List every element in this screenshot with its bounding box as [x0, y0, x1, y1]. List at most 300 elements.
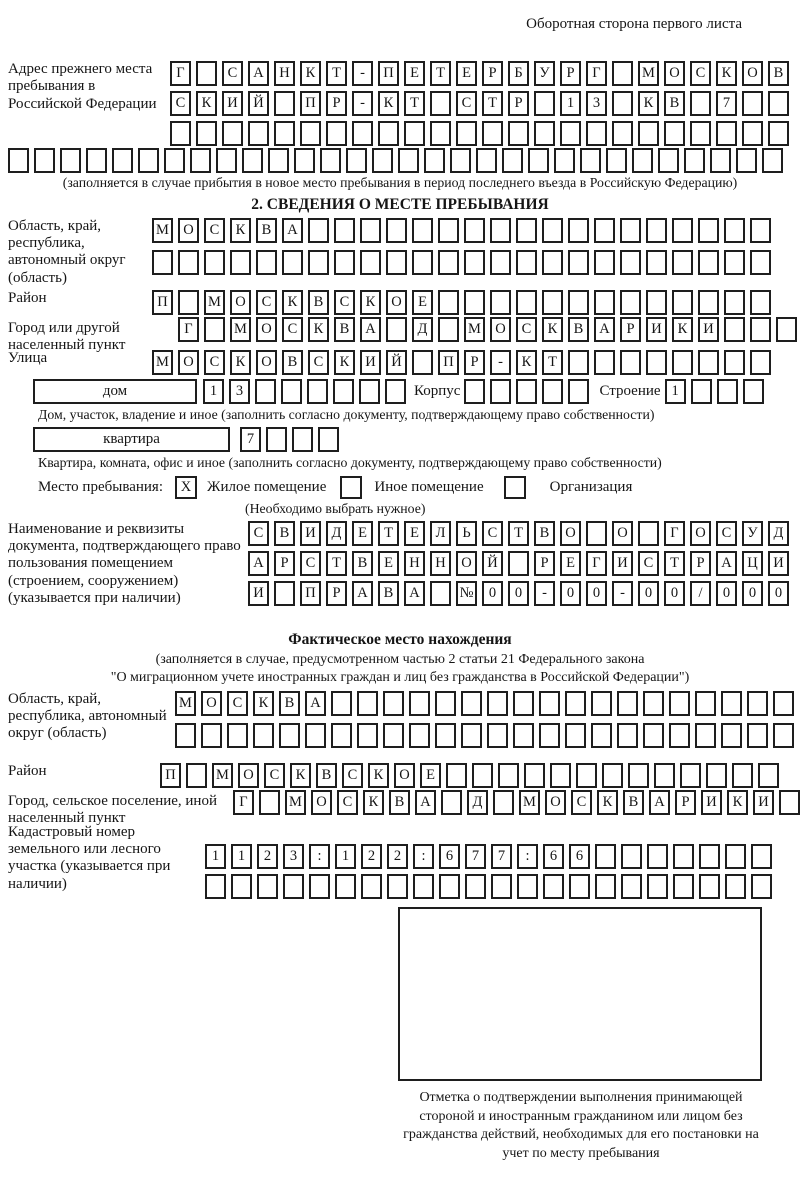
char-cell[interactable] [164, 148, 185, 173]
char-cell[interactable]: 0 [716, 581, 737, 606]
char-cell[interactable] [542, 250, 563, 275]
char-cell[interactable]: К [230, 350, 251, 375]
char-cell[interactable] [568, 379, 589, 404]
char-cell[interactable]: В [664, 91, 685, 116]
char-cell[interactable] [256, 250, 277, 275]
char-cell[interactable]: Р [560, 61, 581, 86]
char-cell[interactable] [222, 121, 243, 146]
char-cell[interactable]: Р [675, 790, 696, 815]
char-cell[interactable]: К [300, 61, 321, 86]
char-cell[interactable]: В [274, 521, 295, 546]
char-cell[interactable] [383, 691, 404, 716]
char-cell[interactable]: М [175, 691, 196, 716]
char-cell[interactable]: Й [386, 350, 407, 375]
char-cell[interactable]: С [716, 521, 737, 546]
char-cell[interactable] [698, 290, 719, 315]
char-cell[interactable] [178, 290, 199, 315]
char-cell[interactable] [255, 379, 276, 404]
char-cell[interactable] [438, 250, 459, 275]
char-cell[interactable] [606, 148, 627, 173]
char-cell[interactable] [672, 290, 693, 315]
char-cell[interactable] [404, 121, 425, 146]
char-cell[interactable]: И [612, 551, 633, 576]
char-cell[interactable] [724, 317, 745, 342]
char-cell[interactable] [743, 379, 764, 404]
char-cell[interactable] [231, 874, 252, 899]
char-cell[interactable] [569, 874, 590, 899]
char-cell[interactable]: А [716, 551, 737, 576]
char-cell[interactable] [721, 691, 742, 716]
char-cell[interactable] [542, 379, 563, 404]
char-cell[interactable]: М [212, 763, 233, 788]
char-cell[interactable] [747, 723, 768, 748]
char-cell[interactable] [476, 148, 497, 173]
char-cell[interactable]: 3 [229, 379, 250, 404]
char-cell[interactable]: Ц [742, 551, 763, 576]
char-cell[interactable] [565, 691, 586, 716]
char-cell[interactable] [594, 218, 615, 243]
char-cell[interactable]: № [456, 581, 477, 606]
char-cell[interactable] [776, 317, 797, 342]
char-cell[interactable] [268, 148, 289, 173]
char-cell[interactable] [450, 148, 471, 173]
char-cell[interactable]: Р [534, 551, 555, 576]
char-cell[interactable]: И [768, 551, 789, 576]
char-cell[interactable] [747, 691, 768, 716]
char-cell[interactable] [539, 723, 560, 748]
char-cell[interactable]: О [230, 290, 251, 315]
char-cell[interactable]: Т [378, 521, 399, 546]
char-cell[interactable]: Б [508, 61, 529, 86]
char-cell[interactable]: Т [508, 521, 529, 546]
char-cell[interactable]: М [152, 218, 173, 243]
char-cell[interactable]: С [516, 317, 537, 342]
char-cell[interactable]: С [300, 551, 321, 576]
char-cell[interactable] [8, 148, 29, 173]
char-cell[interactable]: 1 [665, 379, 686, 404]
char-cell[interactable] [568, 350, 589, 375]
char-cell[interactable]: 0 [508, 581, 529, 606]
char-cell[interactable]: К [672, 317, 693, 342]
char-cell[interactable] [465, 874, 486, 899]
char-cell[interactable]: И [222, 91, 243, 116]
char-cell[interactable]: Н [404, 551, 425, 576]
char-cell[interactable] [542, 218, 563, 243]
char-cell[interactable]: О [560, 521, 581, 546]
char-cell[interactable] [725, 874, 746, 899]
char-cell[interactable]: А [649, 790, 670, 815]
char-cell[interactable]: Г [586, 551, 607, 576]
char-cell[interactable] [751, 844, 772, 869]
char-cell[interactable]: М [285, 790, 306, 815]
char-cell[interactable] [724, 250, 745, 275]
char-cell[interactable]: А [305, 691, 326, 716]
char-cell[interactable] [446, 763, 467, 788]
char-cell[interactable] [568, 290, 589, 315]
char-cell[interactable] [253, 723, 274, 748]
char-cell[interactable]: С [690, 61, 711, 86]
char-cell[interactable] [768, 91, 789, 116]
char-cell[interactable] [646, 290, 667, 315]
char-cell[interactable] [292, 427, 313, 452]
char-cell[interactable]: Г [664, 521, 685, 546]
char-cell[interactable] [360, 250, 381, 275]
char-cell[interactable]: 0 [586, 581, 607, 606]
char-cell[interactable] [643, 723, 664, 748]
char-cell[interactable]: М [152, 350, 173, 375]
char-cell[interactable]: Е [378, 551, 399, 576]
char-cell[interactable]: О [256, 317, 277, 342]
char-cell[interactable] [308, 250, 329, 275]
char-cell[interactable]: О [664, 61, 685, 86]
char-cell[interactable]: С [170, 91, 191, 116]
char-cell[interactable] [717, 379, 738, 404]
char-cell[interactable] [513, 691, 534, 716]
char-cell[interactable]: С [308, 350, 329, 375]
char-cell[interactable] [568, 218, 589, 243]
char-cell[interactable]: С [248, 521, 269, 546]
char-cell[interactable] [326, 121, 347, 146]
char-cell[interactable] [216, 148, 237, 173]
char-cell[interactable]: 2 [361, 844, 382, 869]
char-cell[interactable] [294, 148, 315, 173]
char-cell[interactable]: В [378, 581, 399, 606]
char-cell[interactable]: 3 [283, 844, 304, 869]
char-cell[interactable]: О [386, 290, 407, 315]
char-cell[interactable] [672, 218, 693, 243]
char-cell[interactable]: 7 [240, 427, 261, 452]
char-cell[interactable] [438, 290, 459, 315]
char-cell[interactable]: О [545, 790, 566, 815]
char-cell[interactable]: К [516, 350, 537, 375]
char-cell[interactable] [528, 148, 549, 173]
char-cell[interactable] [196, 121, 217, 146]
char-cell[interactable] [742, 121, 763, 146]
char-cell[interactable]: В [279, 691, 300, 716]
char-cell[interactable] [698, 250, 719, 275]
char-cell[interactable]: С [482, 521, 503, 546]
char-cell[interactable] [690, 91, 711, 116]
char-cell[interactable]: В [768, 61, 789, 86]
char-cell[interactable] [456, 121, 477, 146]
char-cell[interactable] [595, 874, 616, 899]
char-cell[interactable]: К [597, 790, 618, 815]
char-cell[interactable] [586, 121, 607, 146]
char-cell[interactable]: 1 [560, 91, 581, 116]
char-cell[interactable] [257, 874, 278, 899]
char-cell[interactable]: Г [233, 790, 254, 815]
char-cell[interactable] [647, 874, 668, 899]
char-cell[interactable]: И [360, 350, 381, 375]
char-cell[interactable] [464, 379, 485, 404]
char-cell[interactable]: Т [430, 61, 451, 86]
char-cell[interactable] [461, 691, 482, 716]
char-cell[interactable]: А [248, 551, 269, 576]
char-cell[interactable] [385, 379, 406, 404]
char-cell[interactable] [346, 148, 367, 173]
char-cell[interactable] [669, 691, 690, 716]
char-cell[interactable] [490, 290, 511, 315]
char-cell[interactable]: С [282, 317, 303, 342]
char-cell[interactable]: 0 [664, 581, 685, 606]
char-cell[interactable] [320, 148, 341, 173]
char-cell[interactable] [591, 723, 612, 748]
char-cell[interactable]: С [222, 61, 243, 86]
char-cell[interactable]: К [230, 218, 251, 243]
char-cell[interactable]: С [264, 763, 285, 788]
char-cell[interactable]: К [716, 61, 737, 86]
char-cell[interactable] [282, 250, 303, 275]
char-cell[interactable] [565, 723, 586, 748]
char-cell[interactable] [620, 290, 641, 315]
char-cell[interactable] [152, 250, 173, 275]
char-cell[interactable] [493, 790, 514, 815]
char-cell[interactable] [204, 250, 225, 275]
char-cell[interactable] [638, 121, 659, 146]
char-cell[interactable] [695, 723, 716, 748]
char-cell[interactable]: В [623, 790, 644, 815]
char-cell[interactable]: Й [482, 551, 503, 576]
char-cell[interactable]: 1 [203, 379, 224, 404]
char-cell[interactable]: С [334, 290, 355, 315]
char-cell[interactable] [441, 790, 462, 815]
char-cell[interactable]: О [201, 691, 222, 716]
char-cell[interactable] [742, 91, 763, 116]
char-cell[interactable] [646, 250, 667, 275]
char-cell[interactable] [352, 121, 373, 146]
char-cell[interactable]: О [311, 790, 332, 815]
char-cell[interactable] [684, 148, 705, 173]
char-cell[interactable] [539, 691, 560, 716]
checkbox-residential[interactable]: X [175, 476, 197, 499]
char-cell[interactable]: О [178, 350, 199, 375]
char-cell[interactable] [673, 874, 694, 899]
char-cell[interactable] [464, 250, 485, 275]
char-cell[interactable] [699, 844, 720, 869]
char-cell[interactable] [695, 691, 716, 716]
char-cell[interactable] [435, 723, 456, 748]
char-cell[interactable]: 1 [231, 844, 252, 869]
char-cell[interactable] [196, 61, 217, 86]
char-cell[interactable]: Р [326, 581, 347, 606]
char-cell[interactable]: : [517, 844, 538, 869]
char-cell[interactable] [560, 121, 581, 146]
char-cell[interactable]: Р [620, 317, 641, 342]
char-cell[interactable] [398, 148, 419, 173]
char-cell[interactable]: - [352, 61, 373, 86]
char-cell[interactable] [725, 844, 746, 869]
char-cell[interactable]: М [204, 290, 225, 315]
char-cell[interactable] [435, 691, 456, 716]
char-cell[interactable] [138, 148, 159, 173]
char-cell[interactable] [60, 148, 81, 173]
char-cell[interactable] [378, 121, 399, 146]
char-cell[interactable] [621, 874, 642, 899]
char-cell[interactable] [248, 121, 269, 146]
char-cell[interactable] [632, 148, 653, 173]
char-cell[interactable] [673, 844, 694, 869]
char-cell[interactable] [438, 317, 459, 342]
checkbox-other-premises[interactable] [340, 476, 362, 499]
char-cell[interactable]: Н [274, 61, 295, 86]
char-cell[interactable] [595, 844, 616, 869]
char-cell[interactable] [409, 691, 430, 716]
char-cell[interactable]: В [308, 290, 329, 315]
char-cell[interactable] [758, 763, 779, 788]
char-cell[interactable]: Е [412, 290, 433, 315]
char-cell[interactable]: К [378, 91, 399, 116]
char-cell[interactable]: О [690, 521, 711, 546]
char-cell[interactable] [318, 427, 339, 452]
char-cell[interactable] [372, 148, 393, 173]
char-cell[interactable] [309, 874, 330, 899]
char-cell[interactable]: 6 [439, 844, 460, 869]
char-cell[interactable] [580, 148, 601, 173]
char-cell[interactable]: Т [326, 61, 347, 86]
char-cell[interactable] [732, 763, 753, 788]
char-cell[interactable]: К [363, 790, 384, 815]
char-cell[interactable]: Е [456, 61, 477, 86]
char-cell[interactable]: И [701, 790, 722, 815]
char-cell[interactable]: У [742, 521, 763, 546]
char-cell[interactable] [672, 250, 693, 275]
char-cell[interactable] [359, 379, 380, 404]
char-cell[interactable] [550, 763, 571, 788]
char-cell[interactable] [424, 148, 445, 173]
char-cell[interactable] [333, 379, 354, 404]
char-cell[interactable]: - [534, 581, 555, 606]
char-cell[interactable]: Г [178, 317, 199, 342]
char-cell[interactable] [508, 121, 529, 146]
char-cell[interactable]: О [612, 521, 633, 546]
char-cell[interactable]: 6 [569, 844, 590, 869]
char-cell[interactable] [86, 148, 107, 173]
char-cell[interactable] [690, 121, 711, 146]
char-cell[interactable]: К [727, 790, 748, 815]
char-cell[interactable]: Г [170, 61, 191, 86]
char-cell[interactable]: 1 [205, 844, 226, 869]
char-cell[interactable]: Й [248, 91, 269, 116]
char-cell[interactable] [721, 723, 742, 748]
char-cell[interactable]: П [152, 290, 173, 315]
char-cell[interactable]: 0 [638, 581, 659, 606]
char-cell[interactable]: И [248, 581, 269, 606]
char-cell[interactable]: П [160, 763, 181, 788]
char-cell[interactable] [508, 551, 529, 576]
char-cell[interactable]: А [594, 317, 615, 342]
char-cell[interactable] [464, 218, 485, 243]
char-cell[interactable] [617, 691, 638, 716]
char-cell[interactable]: 0 [742, 581, 763, 606]
char-cell[interactable] [205, 874, 226, 899]
char-cell[interactable]: К [334, 350, 355, 375]
char-cell[interactable] [621, 844, 642, 869]
char-cell[interactable]: 2 [257, 844, 278, 869]
char-cell[interactable] [307, 379, 328, 404]
char-cell[interactable]: : [309, 844, 330, 869]
char-cell[interactable]: Р [482, 61, 503, 86]
char-cell[interactable] [283, 874, 304, 899]
char-cell[interactable]: И [698, 317, 719, 342]
char-cell[interactable] [357, 691, 378, 716]
char-cell[interactable] [646, 350, 667, 375]
char-cell[interactable]: К [290, 763, 311, 788]
char-cell[interactable]: О [456, 551, 477, 576]
char-cell[interactable] [602, 763, 623, 788]
char-cell[interactable] [620, 218, 641, 243]
char-cell[interactable] [387, 874, 408, 899]
char-cell[interactable] [386, 218, 407, 243]
char-cell[interactable]: С [204, 350, 225, 375]
char-cell[interactable]: 7 [716, 91, 737, 116]
char-cell[interactable] [773, 723, 794, 748]
char-cell[interactable] [516, 290, 537, 315]
char-cell[interactable]: - [490, 350, 511, 375]
char-cell[interactable] [361, 874, 382, 899]
char-cell[interactable] [430, 121, 451, 146]
char-cell[interactable]: О [256, 350, 277, 375]
char-cell[interactable]: Л [430, 521, 451, 546]
char-cell[interactable]: К [253, 691, 274, 716]
char-cell[interactable] [594, 290, 615, 315]
char-cell[interactable]: В [389, 790, 410, 815]
char-cell[interactable] [190, 148, 211, 173]
char-cell[interactable] [112, 148, 133, 173]
char-cell[interactable] [34, 148, 55, 173]
char-cell[interactable]: Д [326, 521, 347, 546]
char-cell[interactable]: Е [352, 521, 373, 546]
char-cell[interactable]: С [342, 763, 363, 788]
char-cell[interactable] [513, 723, 534, 748]
char-cell[interactable]: В [282, 350, 303, 375]
char-cell[interactable] [762, 148, 783, 173]
char-cell[interactable] [227, 723, 248, 748]
char-cell[interactable] [612, 121, 633, 146]
char-cell[interactable] [242, 148, 263, 173]
char-cell[interactable] [543, 874, 564, 899]
char-cell[interactable] [664, 121, 685, 146]
char-cell[interactable] [175, 723, 196, 748]
char-cell[interactable] [516, 379, 537, 404]
char-cell[interactable]: В [316, 763, 337, 788]
char-cell[interactable]: 1 [335, 844, 356, 869]
char-cell[interactable] [204, 317, 225, 342]
char-cell[interactable]: И [646, 317, 667, 342]
char-cell[interactable]: 0 [560, 581, 581, 606]
char-cell[interactable] [542, 290, 563, 315]
char-cell[interactable] [482, 121, 503, 146]
char-cell[interactable] [750, 290, 771, 315]
char-cell[interactable] [617, 723, 638, 748]
char-cell[interactable]: И [753, 790, 774, 815]
char-cell[interactable]: Д [412, 317, 433, 342]
char-cell[interactable] [658, 148, 679, 173]
char-cell[interactable] [647, 844, 668, 869]
char-cell[interactable]: Т [326, 551, 347, 576]
char-cell[interactable] [461, 723, 482, 748]
char-cell[interactable]: С [456, 91, 477, 116]
char-cell[interactable]: М [638, 61, 659, 86]
char-cell[interactable]: Н [430, 551, 451, 576]
char-cell[interactable] [612, 91, 633, 116]
char-cell[interactable] [430, 91, 451, 116]
char-cell[interactable] [274, 121, 295, 146]
char-cell[interactable]: 6 [543, 844, 564, 869]
char-cell[interactable]: О [178, 218, 199, 243]
char-cell[interactable]: К [368, 763, 389, 788]
char-cell[interactable] [498, 763, 519, 788]
char-cell[interactable] [724, 350, 745, 375]
